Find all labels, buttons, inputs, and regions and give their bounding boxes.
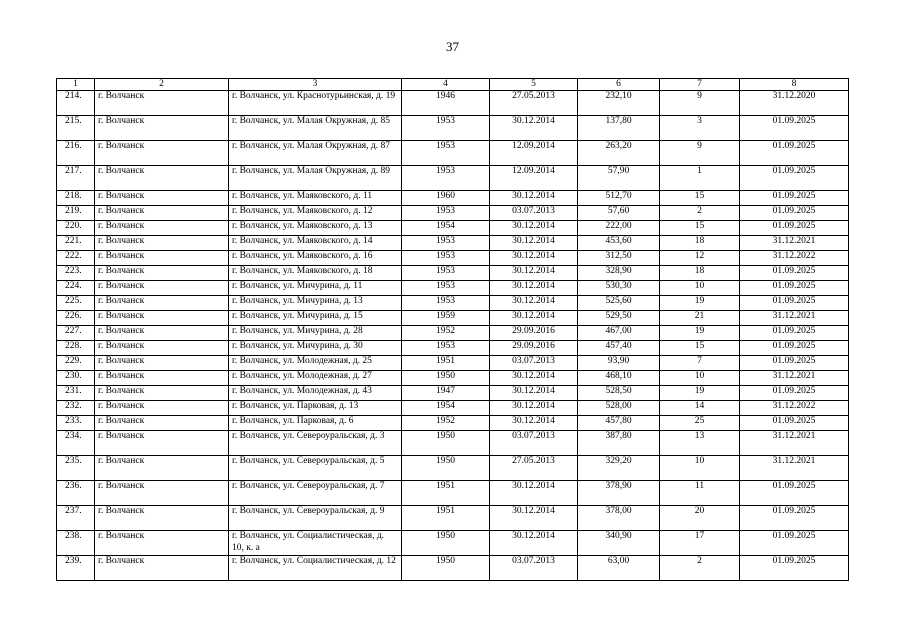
residents-count-cell: 1 bbox=[660, 166, 740, 191]
area-cell: 453,60 bbox=[578, 236, 660, 251]
deadline-cell: 01.09.2025 bbox=[740, 326, 849, 341]
residents-count-cell: 20 bbox=[660, 506, 740, 531]
area-cell: 329,20 bbox=[578, 456, 660, 481]
build-year-cell: 1953 bbox=[402, 141, 490, 166]
table-body bbox=[57, 91, 849, 581]
deadline-cell: 01.09.2025 bbox=[740, 556, 849, 581]
residents-count-cell: 11 bbox=[660, 481, 740, 506]
city-cell: г. Волчанск bbox=[95, 251, 229, 266]
area-cell: 63,00 bbox=[578, 556, 660, 581]
build-year-cell: 1951 bbox=[402, 356, 490, 371]
area-cell: 222,00 bbox=[578, 221, 660, 236]
date-cell: 29.09.2016 bbox=[490, 326, 578, 341]
build-year-cell: 1953 bbox=[402, 296, 490, 311]
city-cell: г. Волчанск bbox=[95, 206, 229, 221]
table-row bbox=[57, 531, 849, 556]
table-row bbox=[57, 191, 849, 206]
address-cell: г. Волчанск, ул. Молодежная, д. 27 bbox=[229, 371, 402, 386]
build-year-cell: 1953 bbox=[402, 251, 490, 266]
table-row bbox=[57, 326, 849, 341]
table-row bbox=[57, 281, 849, 296]
residents-count-cell: 7 bbox=[660, 356, 740, 371]
row-number: 236. bbox=[57, 481, 95, 506]
row-number: 230. bbox=[57, 371, 95, 386]
area-cell: 57,60 bbox=[578, 206, 660, 221]
residents-count-cell: 15 bbox=[660, 221, 740, 236]
column-header: 1 bbox=[57, 79, 95, 91]
deadline-cell: 01.09.2025 bbox=[740, 221, 849, 236]
date-cell: 03.07.2013 bbox=[490, 356, 578, 371]
row-number: 222. bbox=[57, 251, 95, 266]
area-cell: 387,80 bbox=[578, 431, 660, 456]
date-cell: 30.12.2014 bbox=[490, 296, 578, 311]
page-number: 37 bbox=[446, 39, 459, 54]
address-cell: г. Волчанск, ул. Малая Окружная, д. 87 bbox=[229, 141, 402, 166]
date-cell: 30.12.2014 bbox=[490, 281, 578, 296]
city-cell: г. Волчанск bbox=[95, 116, 229, 141]
column-header: 4 bbox=[402, 79, 490, 91]
date-cell: 03.07.2013 bbox=[490, 556, 578, 581]
build-year-cell: 1947 bbox=[402, 386, 490, 401]
address-cell: г. Волчанск, ул. Североуральская, д. 9 bbox=[229, 506, 402, 531]
build-year-cell: 1946 bbox=[402, 91, 490, 116]
residents-count-cell: 15 bbox=[660, 191, 740, 206]
address-cell: г. Волчанск, ул. Маяковского, д. 11 bbox=[229, 191, 402, 206]
deadline-cell: 01.09.2025 bbox=[740, 531, 849, 556]
date-cell: 30.12.2014 bbox=[490, 371, 578, 386]
table-row bbox=[57, 416, 849, 431]
area-cell: 512,70 bbox=[578, 191, 660, 206]
address-cell: г. Волчанск, ул. Мичурина, д. 15 bbox=[229, 311, 402, 326]
column-header: 2 bbox=[95, 79, 229, 91]
city-cell: г. Волчанск bbox=[95, 221, 229, 236]
date-cell: 30.12.2014 bbox=[490, 266, 578, 281]
deadline-cell: 01.09.2025 bbox=[740, 281, 849, 296]
residents-count-cell: 10 bbox=[660, 281, 740, 296]
housing-registry-table bbox=[56, 78, 849, 581]
table-row bbox=[57, 206, 849, 221]
build-year-cell: 1953 bbox=[402, 236, 490, 251]
residents-count-cell: 19 bbox=[660, 326, 740, 341]
address-cell: г. Волчанск, ул. Малая Окружная, д. 85 bbox=[229, 116, 402, 141]
deadline-cell: 31.12.2021 bbox=[740, 456, 849, 481]
table-row bbox=[57, 481, 849, 506]
row-number: 216. bbox=[57, 141, 95, 166]
date-cell: 03.07.2013 bbox=[490, 431, 578, 456]
table-row bbox=[57, 401, 849, 416]
table-row bbox=[57, 431, 849, 456]
address-cell: г. Волчанск, ул. Мичурина, д. 28 bbox=[229, 326, 402, 341]
deadline-cell: 01.09.2025 bbox=[740, 386, 849, 401]
table-row bbox=[57, 386, 849, 401]
residents-count-cell: 18 bbox=[660, 266, 740, 281]
city-cell: г. Волчанск bbox=[95, 506, 229, 531]
table-row bbox=[57, 91, 849, 116]
column-header: 6 bbox=[578, 79, 660, 91]
table-row bbox=[57, 296, 849, 311]
residents-count-cell: 15 bbox=[660, 341, 740, 356]
city-cell: г. Волчанск bbox=[95, 281, 229, 296]
deadline-cell: 01.09.2025 bbox=[740, 206, 849, 221]
row-number: 226. bbox=[57, 311, 95, 326]
deadline-cell: 01.09.2025 bbox=[740, 481, 849, 506]
build-year-cell: 1950 bbox=[402, 431, 490, 456]
table-row bbox=[57, 356, 849, 371]
address-cell: г. Волчанск, ул. Краснотурьинская, д. 19 bbox=[229, 91, 402, 116]
deadline-cell: 31.12.2021 bbox=[740, 431, 849, 456]
residents-count-cell: 12 bbox=[660, 251, 740, 266]
date-cell: 30.12.2014 bbox=[490, 311, 578, 326]
area-cell: 457,40 bbox=[578, 341, 660, 356]
address-cell: г. Волчанск, ул. Социалистическая, д. 12 bbox=[229, 556, 402, 581]
address-cell: г. Волчанск, ул. Маяковского, д. 16 bbox=[229, 251, 402, 266]
residents-count-cell: 2 bbox=[660, 206, 740, 221]
address-cell: г. Волчанск, ул. Мичурина, д. 30 bbox=[229, 341, 402, 356]
build-year-cell: 1953 bbox=[402, 206, 490, 221]
table-row bbox=[57, 556, 849, 581]
address-cell: г. Волчанск, ул. Социалистическая, д. 10, к. а bbox=[229, 531, 402, 556]
city-cell: г. Волчанск bbox=[95, 416, 229, 431]
city-cell: г. Волчанск bbox=[95, 266, 229, 281]
area-cell: 525,60 bbox=[578, 296, 660, 311]
build-year-cell: 1954 bbox=[402, 401, 490, 416]
address-cell: г. Волчанск, ул. Североуральская, д. 7 bbox=[229, 481, 402, 506]
address-cell: г. Волчанск, ул. Маяковского, д. 14 bbox=[229, 236, 402, 251]
residents-count-cell: 10 bbox=[660, 456, 740, 481]
row-number: 229. bbox=[57, 356, 95, 371]
city-cell: г. Волчанск bbox=[95, 371, 229, 386]
deadline-cell: 31.12.2020 bbox=[740, 91, 849, 116]
table-row bbox=[57, 166, 849, 191]
column-header: 3 bbox=[229, 79, 402, 91]
area-cell: 530,30 bbox=[578, 281, 660, 296]
area-cell: 467,00 bbox=[578, 326, 660, 341]
build-year-cell: 1953 bbox=[402, 116, 490, 141]
address-cell: г. Волчанск, ул. Малая Окружная, д. 89 bbox=[229, 166, 402, 191]
residents-count-cell: 9 bbox=[660, 91, 740, 116]
city-cell: г. Волчанск bbox=[95, 456, 229, 481]
address-cell: г. Волчанск, ул. Североуральская, д. 5 bbox=[229, 456, 402, 481]
area-cell: 528,00 bbox=[578, 401, 660, 416]
build-year-cell: 1953 bbox=[402, 266, 490, 281]
table-row bbox=[57, 141, 849, 166]
table-row bbox=[57, 266, 849, 281]
deadline-cell: 01.09.2025 bbox=[740, 416, 849, 431]
residents-count-cell: 18 bbox=[660, 236, 740, 251]
build-year-cell: 1950 bbox=[402, 531, 490, 556]
date-cell: 30.12.2014 bbox=[490, 236, 578, 251]
residents-count-cell: 13 bbox=[660, 431, 740, 456]
column-header: 7 bbox=[660, 79, 740, 91]
column-header: 5 bbox=[490, 79, 578, 91]
deadline-cell: 01.09.2025 bbox=[740, 116, 849, 141]
city-cell: г. Волчанск bbox=[95, 296, 229, 311]
city-cell: г. Волчанск bbox=[95, 341, 229, 356]
area-cell: 457,80 bbox=[578, 416, 660, 431]
row-number: 224. bbox=[57, 281, 95, 296]
column-number-header-row bbox=[57, 79, 849, 91]
residents-count-cell: 9 bbox=[660, 141, 740, 166]
row-number: 223. bbox=[57, 266, 95, 281]
row-number: 221. bbox=[57, 236, 95, 251]
address-cell: г. Волчанск, ул. Молодежная, д. 25 bbox=[229, 356, 402, 371]
table-row bbox=[57, 506, 849, 531]
area-cell: 340,90 bbox=[578, 531, 660, 556]
area-cell: 93,90 bbox=[578, 356, 660, 371]
row-number: 234. bbox=[57, 431, 95, 456]
table-row bbox=[57, 236, 849, 251]
deadline-cell: 31.12.2021 bbox=[740, 236, 849, 251]
row-number: 219. bbox=[57, 206, 95, 221]
date-cell: 30.12.2014 bbox=[490, 531, 578, 556]
date-cell: 30.12.2014 bbox=[490, 401, 578, 416]
row-number: 215. bbox=[57, 116, 95, 141]
city-cell: г. Волчанск bbox=[95, 166, 229, 191]
date-cell: 12.09.2014 bbox=[490, 166, 578, 191]
date-cell: 30.12.2014 bbox=[490, 506, 578, 531]
build-year-cell: 1952 bbox=[402, 416, 490, 431]
row-number: 231. bbox=[57, 386, 95, 401]
deadline-cell: 01.09.2025 bbox=[740, 506, 849, 531]
table-row bbox=[57, 371, 849, 386]
residents-count-cell: 14 bbox=[660, 401, 740, 416]
area-cell: 232,10 bbox=[578, 91, 660, 116]
address-cell: г. Волчанск, ул. Молодежная, д. 43 bbox=[229, 386, 402, 401]
city-cell: г. Волчанск bbox=[95, 531, 229, 556]
residents-count-cell: 25 bbox=[660, 416, 740, 431]
city-cell: г. Волчанск bbox=[95, 236, 229, 251]
deadline-cell: 31.12.2022 bbox=[740, 251, 849, 266]
date-cell: 30.12.2014 bbox=[490, 251, 578, 266]
deadline-cell: 01.09.2025 bbox=[740, 191, 849, 206]
address-cell: г. Волчанск, ул. Североуральская, д. 3 bbox=[229, 431, 402, 456]
deadline-cell: 31.12.2021 bbox=[740, 371, 849, 386]
row-number: 233. bbox=[57, 416, 95, 431]
row-number: 220. bbox=[57, 221, 95, 236]
table-row bbox=[57, 251, 849, 266]
build-year-cell: 1959 bbox=[402, 311, 490, 326]
build-year-cell: 1954 bbox=[402, 221, 490, 236]
area-cell: 528,50 bbox=[578, 386, 660, 401]
row-number: 235. bbox=[57, 456, 95, 481]
residents-count-cell: 10 bbox=[660, 371, 740, 386]
row-number: 227. bbox=[57, 326, 95, 341]
city-cell: г. Волчанск bbox=[95, 356, 229, 371]
residents-count-cell: 3 bbox=[660, 116, 740, 141]
address-cell: г. Волчанск, ул. Маяковского, д. 18 bbox=[229, 266, 402, 281]
date-cell: 30.12.2014 bbox=[490, 386, 578, 401]
build-year-cell: 1950 bbox=[402, 456, 490, 481]
deadline-cell: 01.09.2025 bbox=[740, 356, 849, 371]
deadline-cell: 31.12.2022 bbox=[740, 401, 849, 416]
date-cell: 30.12.2014 bbox=[490, 221, 578, 236]
residents-count-cell: 19 bbox=[660, 296, 740, 311]
build-year-cell: 1953 bbox=[402, 281, 490, 296]
address-cell: г. Волчанск, ул. Маяковского, д. 13 bbox=[229, 221, 402, 236]
build-year-cell: 1953 bbox=[402, 166, 490, 191]
row-number: 228. bbox=[57, 341, 95, 356]
row-number: 238. bbox=[57, 531, 95, 556]
table-row bbox=[57, 456, 849, 481]
date-cell: 12.09.2014 bbox=[490, 141, 578, 166]
deadline-cell: 31.12.2021 bbox=[740, 311, 849, 326]
city-cell: г. Волчанск bbox=[95, 481, 229, 506]
deadline-cell: 01.09.2025 bbox=[740, 266, 849, 281]
row-number: 217. bbox=[57, 166, 95, 191]
residents-count-cell: 2 bbox=[660, 556, 740, 581]
date-cell: 30.12.2014 bbox=[490, 191, 578, 206]
area-cell: 378,00 bbox=[578, 506, 660, 531]
residents-count-cell: 19 bbox=[660, 386, 740, 401]
build-year-cell: 1950 bbox=[402, 371, 490, 386]
residents-count-cell: 17 bbox=[660, 531, 740, 556]
date-cell: 27.05.2013 bbox=[490, 456, 578, 481]
date-cell: 27.05.2013 bbox=[490, 91, 578, 116]
row-number: 239. bbox=[57, 556, 95, 581]
date-cell: 03.07.2013 bbox=[490, 206, 578, 221]
build-year-cell: 1951 bbox=[402, 506, 490, 531]
area-cell: 328,90 bbox=[578, 266, 660, 281]
address-cell: г. Волчанск, ул. Маяковского, д. 12 bbox=[229, 206, 402, 221]
row-number: 214. bbox=[57, 91, 95, 116]
deadline-cell: 01.09.2025 bbox=[740, 341, 849, 356]
address-cell: г. Волчанск, ул. Мичурина, д. 13 bbox=[229, 296, 402, 311]
city-cell: г. Волчанск bbox=[95, 386, 229, 401]
build-year-cell: 1950 bbox=[402, 556, 490, 581]
city-cell: г. Волчанск bbox=[95, 556, 229, 581]
row-number: 232. bbox=[57, 401, 95, 416]
row-number: 218. bbox=[57, 191, 95, 206]
table-row bbox=[57, 341, 849, 356]
deadline-cell: 01.09.2025 bbox=[740, 166, 849, 191]
build-year-cell: 1951 bbox=[402, 481, 490, 506]
date-cell: 30.12.2014 bbox=[490, 416, 578, 431]
date-cell: 29.09.2016 bbox=[490, 341, 578, 356]
deadline-cell: 01.09.2025 bbox=[740, 296, 849, 311]
address-cell: г. Волчанск, ул. Парковая, д. 13 bbox=[229, 401, 402, 416]
area-cell: 57,90 bbox=[578, 166, 660, 191]
area-cell: 468,10 bbox=[578, 371, 660, 386]
build-year-cell: 1960 bbox=[402, 191, 490, 206]
area-cell: 529,50 bbox=[578, 311, 660, 326]
city-cell: г. Волчанск bbox=[95, 326, 229, 341]
city-cell: г. Волчанск bbox=[95, 431, 229, 456]
area-cell: 137,80 bbox=[578, 116, 660, 141]
date-cell: 30.12.2014 bbox=[490, 481, 578, 506]
build-year-cell: 1952 bbox=[402, 326, 490, 341]
residents-count-cell: 21 bbox=[660, 311, 740, 326]
column-header: 8 bbox=[740, 79, 849, 91]
address-cell: г. Волчанск, ул. Мичурина, д. 11 bbox=[229, 281, 402, 296]
city-cell: г. Волчанск bbox=[95, 311, 229, 326]
row-number: 237. bbox=[57, 506, 95, 531]
area-cell: 378,90 bbox=[578, 481, 660, 506]
row-number: 225. bbox=[57, 296, 95, 311]
area-cell: 263,20 bbox=[578, 141, 660, 166]
city-cell: г. Волчанск bbox=[95, 141, 229, 166]
date-cell: 30.12.2014 bbox=[490, 116, 578, 141]
area-cell: 312,50 bbox=[578, 251, 660, 266]
table-row bbox=[57, 221, 849, 236]
deadline-cell: 01.09.2025 bbox=[740, 141, 849, 166]
city-cell: г. Волчанск bbox=[95, 191, 229, 206]
table-row bbox=[57, 116, 849, 141]
address-cell: г. Волчанск, ул. Парковая, д. 6 bbox=[229, 416, 402, 431]
city-cell: г. Волчанск bbox=[95, 91, 229, 116]
table-row bbox=[57, 311, 849, 326]
build-year-cell: 1953 bbox=[402, 341, 490, 356]
city-cell: г. Волчанск bbox=[95, 401, 229, 416]
